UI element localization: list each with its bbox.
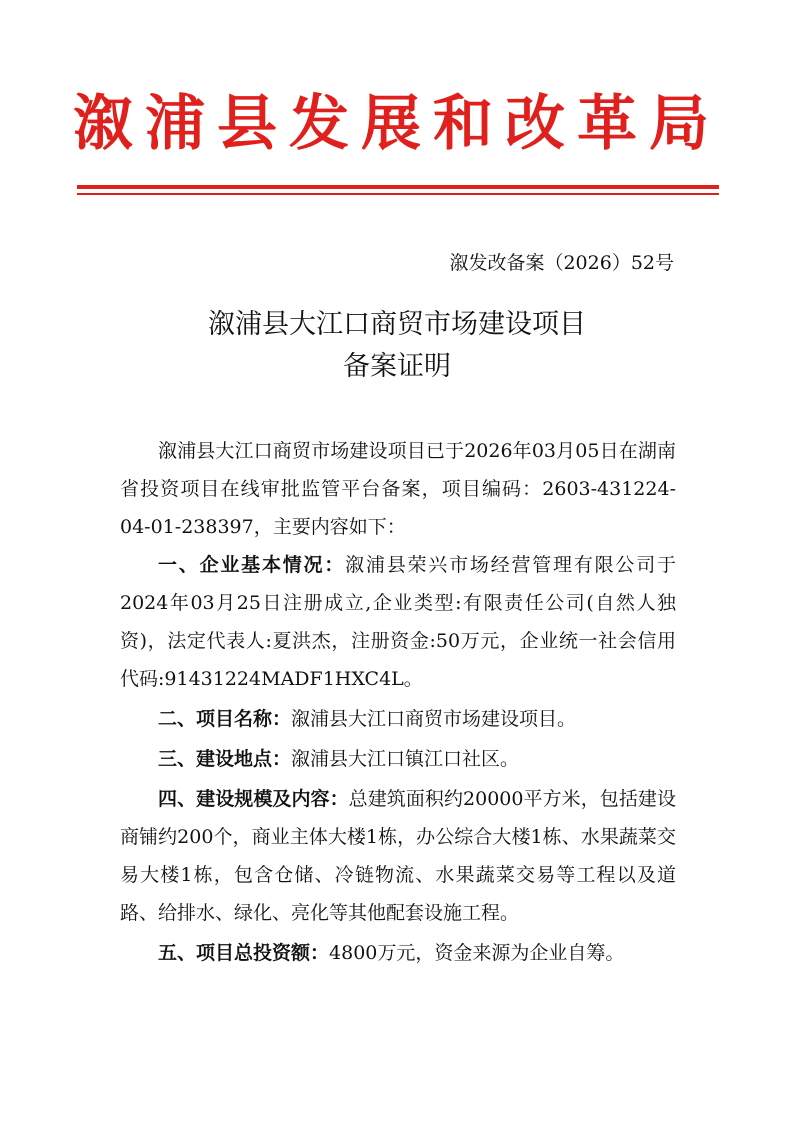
section-label: 二、项目名称：	[158, 708, 292, 730]
section-label: 三、建设地点：	[158, 748, 292, 770]
section-label: 四、建设规模及内容：	[158, 788, 349, 810]
section-project-name	[120, 700, 676, 738]
org-header: 溆浦县发展和改革局	[73, 89, 721, 159]
section-text: 溆浦县大江口商贸市场建设项目。	[291, 708, 577, 730]
section-text: 总建筑面积约20000平方米，包括建设商铺约200个，商业主体大楼1栋，办公综合大楼1栋、水果蔬菜交易大楼1栋，包含仓储、冷链物流、水果蔬菜交易等工程以及道路、给排水、绿化、亮化等其他配套设施工程。	[120, 788, 676, 924]
header-rule-thick	[77, 185, 719, 189]
section-text: 溆浦县大江口镇江口社区。	[291, 748, 520, 770]
section-location	[120, 740, 676, 778]
section-investment	[120, 934, 676, 972]
doc-title-line2: 备案证明	[343, 351, 451, 382]
section-label: 五、项目总投资额：	[158, 942, 330, 964]
doc-body	[120, 432, 676, 972]
section-text: 4800万元，资金来源为企业自筹。	[329, 942, 625, 964]
section-scale-content	[120, 780, 676, 932]
intro-paragraph: 溆浦县大江口商贸市场建设项目已于2026年03月05日在湖南省投资项目在线审批监管平台备案，项目编码：2603-431224-04-01-238397，主要内容如下：	[120, 440, 676, 538]
section-enterprise-info	[120, 546, 676, 698]
header-rule-thin	[77, 193, 719, 195]
section-text: 溆浦县荣兴市场经营管理有限公司于2024年03月25日注册成立,企业类型:有限责任公司(自然人独资)，法定代表人:夏洪杰，注册资金:50万元，企业统一社会信用代码:91431224MADF1HXC4L。	[120, 554, 676, 690]
section-label: 一、企业基本情况：	[158, 554, 346, 576]
doc-number: 溆发改备案（2026）52号	[449, 252, 674, 274]
doc-title-line1: 溆浦县大江口商贸市场建设项目	[208, 309, 586, 340]
